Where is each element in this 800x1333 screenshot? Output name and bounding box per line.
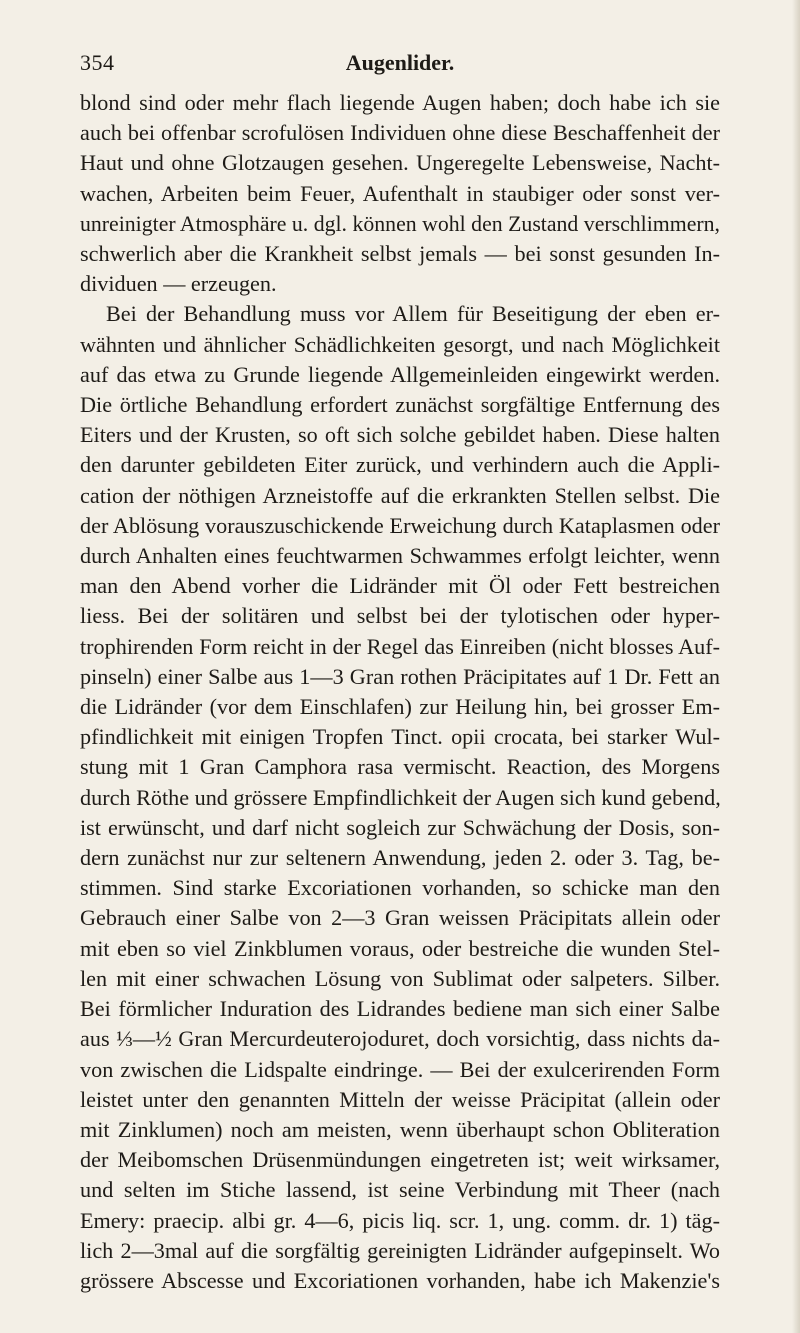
text-line: durch Röthe und grössere Empfindlichkeit der Augen sich kund gebend, (80, 784, 721, 810)
page-number: 354 (80, 50, 115, 75)
body-text (80, 88, 720, 1296)
text-line: stimmen. Sind starke Excoriationen vorhanden, so schicke man den (80, 875, 720, 901)
text-line: die Lidränder (vor dem Einschlafen) zur Heilung hin, bei grosser Em- (80, 694, 720, 720)
text-line: pfindlichkeit mit einigen Tropfen Tinct. opii crocata, bei starker Wul- (80, 724, 720, 750)
text-line: trophirenden Form reicht in der Regel das Einreiben (nicht blosses Auf- (80, 633, 720, 659)
text-line: leistet unter den genannten Mitteln der weisse Präcipitat (allein oder (80, 1086, 720, 1112)
text-line: aus ⅓—½ Gran Mercurdeuterojoduret, doch vorsichtig, dass nichts da- (80, 1026, 720, 1052)
running-title: Augenlider. (345, 50, 455, 75)
text-line: von zwischen die Lidspalte eindringe. — Bei der exulcerirenden Form (80, 1056, 720, 1082)
page-header (80, 50, 720, 80)
text-line: man den Abend vorher die Lidränder mit Öl oder Fett bestreichen (80, 573, 720, 599)
page-edge-shadow (792, 0, 800, 1333)
text-line: wachen, Arbeiten beim Feuer, Aufenthalt in staubiger oder sonst ver- (80, 180, 720, 206)
text-line: liess. Bei der solitären und selbst bei der tylotischen oder hyper- (80, 603, 720, 629)
text-line: und selten im Stiche lassend, ist seine Verbindung mit Theer (nach (80, 1177, 720, 1203)
text-line: blond sind oder mehr flach liegende Augen haben; doch habe ich sie (80, 90, 720, 115)
text-line: Gebrauch einer Salbe von 2—3 Gran weissen Präcipitats allein oder (80, 905, 720, 931)
text-line: Eiters und der Krusten, so oft sich solche gebildet haben. Diese halten (80, 422, 720, 448)
text-line: durch Anhalten eines feuchtwarmen Schwammes erfolgt leichter, wenn (80, 543, 720, 569)
text-line: Die örtliche Behandlung erfordert zunächst sorgfältige Entfernung des (80, 392, 720, 418)
text-line: ist erwünscht, und darf nicht sogleich zur Schwächung der Dosis, son- (80, 814, 720, 840)
text-line: Haut und ohne Glotzaugen gesehen. Ungeregelte Lebensweise, Nacht- (80, 150, 720, 176)
text-line: der Meibomschen Drüsenmündungen eingetreten ist; weit wirksamer, (80, 1147, 720, 1173)
text-line: len mit einer schwachen Lösung von Sublimat oder salpeters. Silber. (80, 965, 720, 991)
text-line: Bei förmlicher Induration des Lidrandes bediene man sich einer Salbe (80, 996, 720, 1022)
text-line: dividuen — erzeugen. (80, 271, 277, 297)
text-line: der Ablösung vorauszuschickende Erweichung durch Kataplasmen oder (80, 512, 720, 538)
text-line: stung mit 1 Gran Camphora rasa vermischt. Reaction, des Morgens (80, 754, 720, 780)
text-line: grössere Abscesse und Excoriationen vorhanden, habe ich Makenzie's (80, 1267, 720, 1293)
text-line: pinseln) einer Salbe aus 1—3 Gran rothen Präcipitates auf 1 Dr. Fett an (80, 663, 720, 689)
text-line: wähnten und ähnlicher Schädlichkeiten gesorgt, und nach Möglichkeit (80, 331, 720, 357)
text-line: Bei der Behandlung muss vor Allem für Beseitigung der eben er- (106, 301, 720, 327)
text-line: unreinigter Atmosphäre u. dgl. können wohl den Zustand verschlimmern, (80, 211, 720, 236)
text-line: mit eben so viel Zinkblumen voraus, oder bestreiche die wunden Stel- (80, 935, 720, 961)
text-line: mit Zinklumen) noch am meisten, wenn überhaupt schon Obliteration (80, 1116, 720, 1142)
text-line: schwerlich aber die Krankheit selbst jemals — bei sonst gesunden In- (80, 241, 720, 267)
text-line: cation der nöthigen Arzneistoffe auf die erkrankten Stellen selbst. Die (80, 482, 720, 508)
text-line: Emery: praecip. albi gr. 4—6, picis liq. scr. 1, ung. comm. dr. 1) täg- (80, 1207, 720, 1233)
text-line: lich 2—3mal auf die sorgfältig gereinigten Lidränder aufgepinselt. Wo (80, 1237, 720, 1263)
text-line: auf das etwa zu Grunde liegende Allgemeinleiden eingewirkt werden. (80, 361, 720, 387)
text-line: auch bei offenbar scrofulösen Individuen ohne diese Beschaffenheit der (80, 120, 720, 146)
text-line: dern zunächst nur zur seltenern Anwendung, jeden 2. oder 3. Tag, be- (80, 845, 720, 871)
text-line: den darunter gebildeten Eiter zurück, und verhindern auch die Appli- (80, 452, 720, 478)
